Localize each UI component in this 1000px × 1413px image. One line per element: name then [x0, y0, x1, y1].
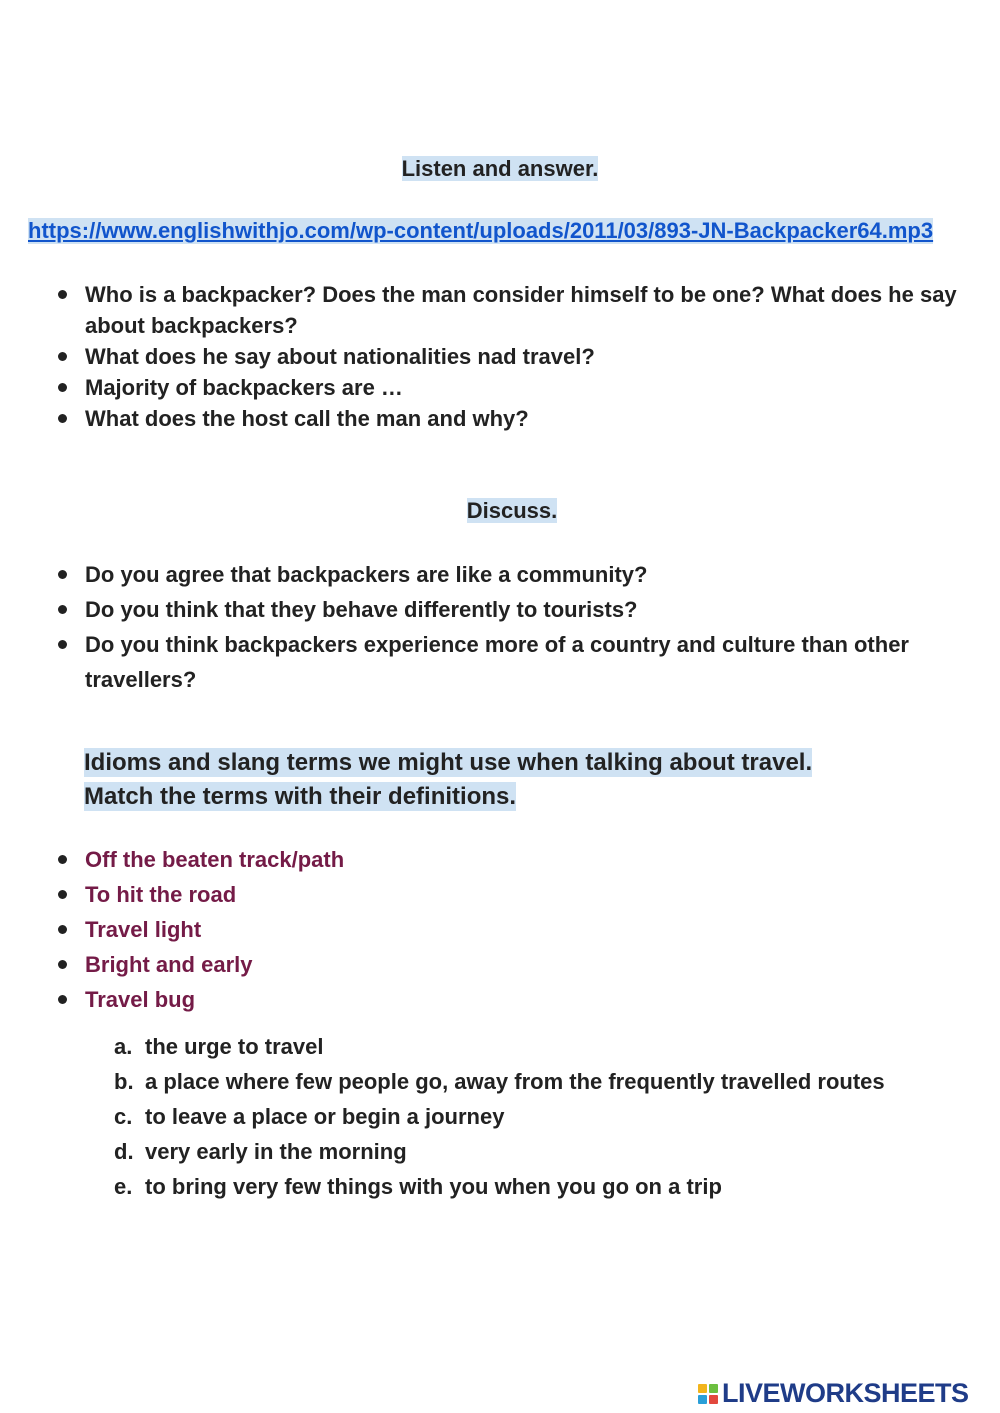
list-item: What does he say about nationalities nad travel? — [56, 341, 986, 372]
discuss-questions — [56, 557, 986, 697]
list-item: Who is a backpacker? Does the man consider himself to be one? What does he say about backpackers? — [56, 279, 986, 341]
list-item: Bright and early — [56, 947, 986, 982]
list-item: To hit the road — [56, 877, 986, 912]
list-item: Do you think backpackers experience more of a country and culture than other travellers? — [56, 627, 986, 697]
list-item: e. to bring very few things with you when you go on a trip — [114, 1174, 722, 1199]
list-item: a. the urge to travel — [114, 1034, 324, 1059]
definitions-list — [114, 1029, 885, 1204]
list-item: Off the beaten track/path — [56, 842, 986, 877]
list-item: b. a place where few people go, away from the frequently travelled routes — [114, 1069, 885, 1094]
discuss-heading: Discuss. — [466, 498, 558, 523]
list-item: Do you think that they behave differently to tourists? — [56, 592, 986, 627]
audio-link[interactable]: https://www.englishwithjo.com/wp-content/uploads/2011/03/893-JN-Backpacker64.mp3 — [28, 218, 934, 243]
liveworksheets-logo: LIVEWORKSHEETS — [698, 1378, 969, 1409]
idiom-terms — [56, 842, 986, 1017]
list-item: Majority of backpackers are … — [56, 372, 986, 403]
list-item: c. to leave a place or begin a journey — [114, 1104, 505, 1129]
list-item: Do you agree that backpackers are like a community? — [56, 557, 986, 592]
listen-questions — [56, 279, 986, 434]
list-item: Travel bug — [56, 982, 986, 1017]
list-item: What does the host call the man and why? — [56, 403, 986, 434]
liveworksheets-logo-icon — [698, 1384, 718, 1404]
listen-heading: Listen and answer. — [401, 156, 599, 181]
idioms-heading: Idioms and slang terms we might use when talking about travel. Match the terms with their definitions. — [84, 749, 813, 810]
list-item: d. very early in the morning — [114, 1139, 407, 1164]
list-item: Travel light — [56, 912, 986, 947]
